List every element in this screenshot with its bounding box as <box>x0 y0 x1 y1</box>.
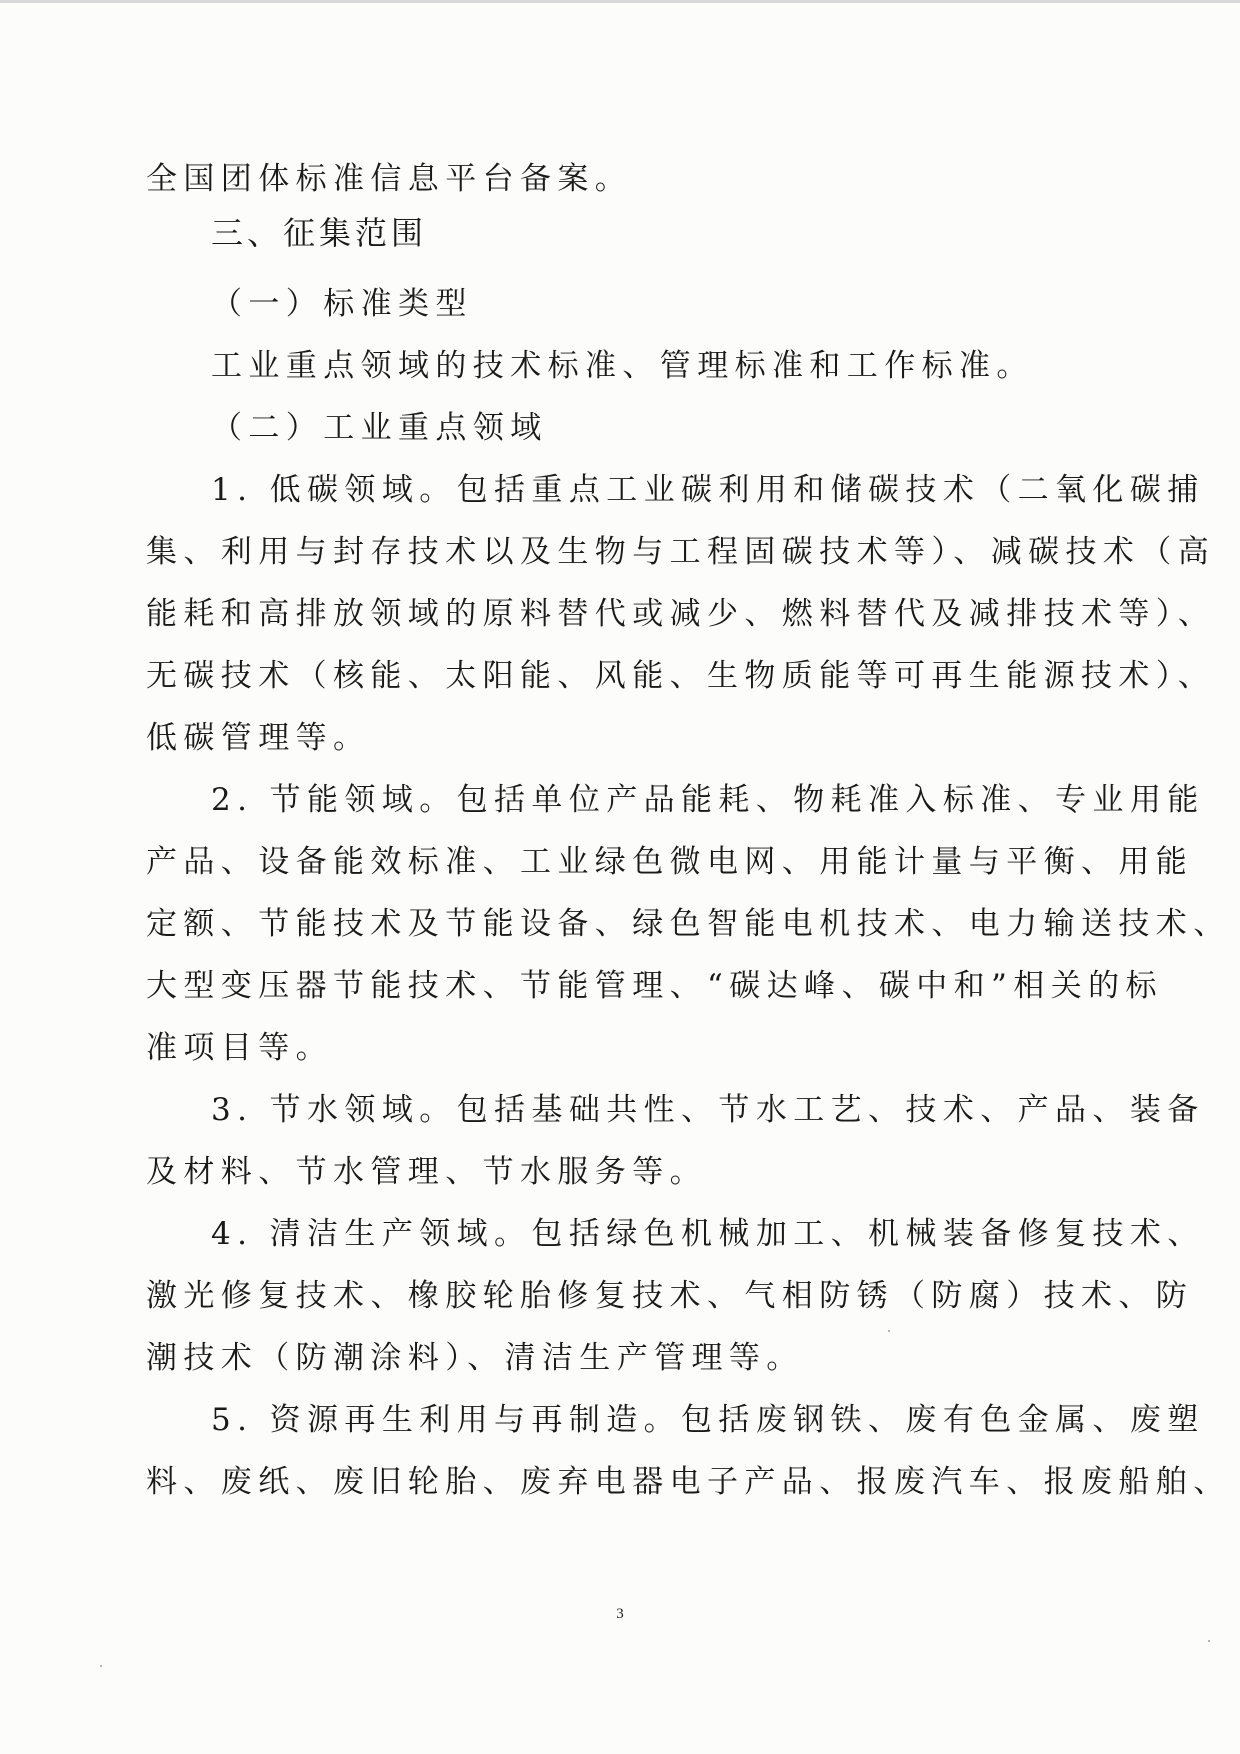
paragraph-line: 产品、设备能效标准、工业绿色微电网、用能计量与平衡、用能 <box>146 844 1194 880</box>
paragraph-line: 4. 清洁生产领域。包括绿色机械加工、机械装备修复技术、 <box>211 1216 1205 1252</box>
paragraph-line: 集、利用与封存技术以及生物与工程固碳技术等）、减碳技术（高 <box>146 534 1216 570</box>
paragraph-line: 2. 节能领域。包括单位产品能耗、物耗准入标准、专业用能 <box>211 782 1205 818</box>
paragraph-line: 无碳技术（核能、太阳能、风能、生物质能等可再生能源技术）、 <box>146 658 1216 694</box>
subsection-heading: （一）标准类型 <box>211 286 473 322</box>
subsection-heading: （二）工业重点领域 <box>211 410 548 446</box>
paragraph-line: 能耗和高排放领域的原料替代或减少、燃料替代及减排技术等）、 <box>146 596 1216 632</box>
paragraph-line: 激光修复技术、橡胶轮胎修复技术、气相防锈（防腐）技术、防 <box>146 1278 1194 1314</box>
paragraph-line: 1. 低碳领域。包括重点工业碳利用和储碳技术（二氧化碳捕 <box>211 472 1205 508</box>
paragraph-line: 潮技术（防潮涂料）、清洁生产管理等。 <box>146 1340 804 1376</box>
paragraph-line: 料、废纸、废旧轮胎、废弃电器电子产品、报废汽车、报废船舶、 <box>146 1464 1231 1500</box>
scan-speck <box>100 1665 102 1667</box>
scan-speck <box>1208 1640 1210 1642</box>
paragraph-line: 低碳管理等。 <box>146 720 371 756</box>
paragraph-line: 及材料、节水管理、节水服务等。 <box>146 1154 707 1190</box>
section-heading: 三、征集范围 <box>211 214 428 252</box>
paragraph-line: 工业重点领域的技术标准、管理标准和工作标准。 <box>211 348 1034 384</box>
scan-border <box>0 0 1240 3</box>
page-number: 3 <box>616 1606 624 1622</box>
paragraph-line: 大型变压器节能技术、节能管理、“碳达峰、碳中和”相关的标 <box>146 968 1163 1004</box>
paragraph-line: 准项目等。 <box>146 1030 333 1066</box>
scan-speck <box>888 1330 890 1332</box>
text-line: 全国团体标准信息平台备案。 <box>146 161 633 197</box>
paragraph-line: 3. 节水领域。包括基础共性、节水工艺、技术、产品、装备 <box>211 1092 1205 1128</box>
paragraph-line: 5. 资源再生利用与再制造。包括废钢铁、废有色金属、废塑 <box>211 1402 1205 1438</box>
paragraph-line: 定额、节能技术及节能设备、绿色智能电机技术、电力输送技术、 <box>146 906 1231 942</box>
